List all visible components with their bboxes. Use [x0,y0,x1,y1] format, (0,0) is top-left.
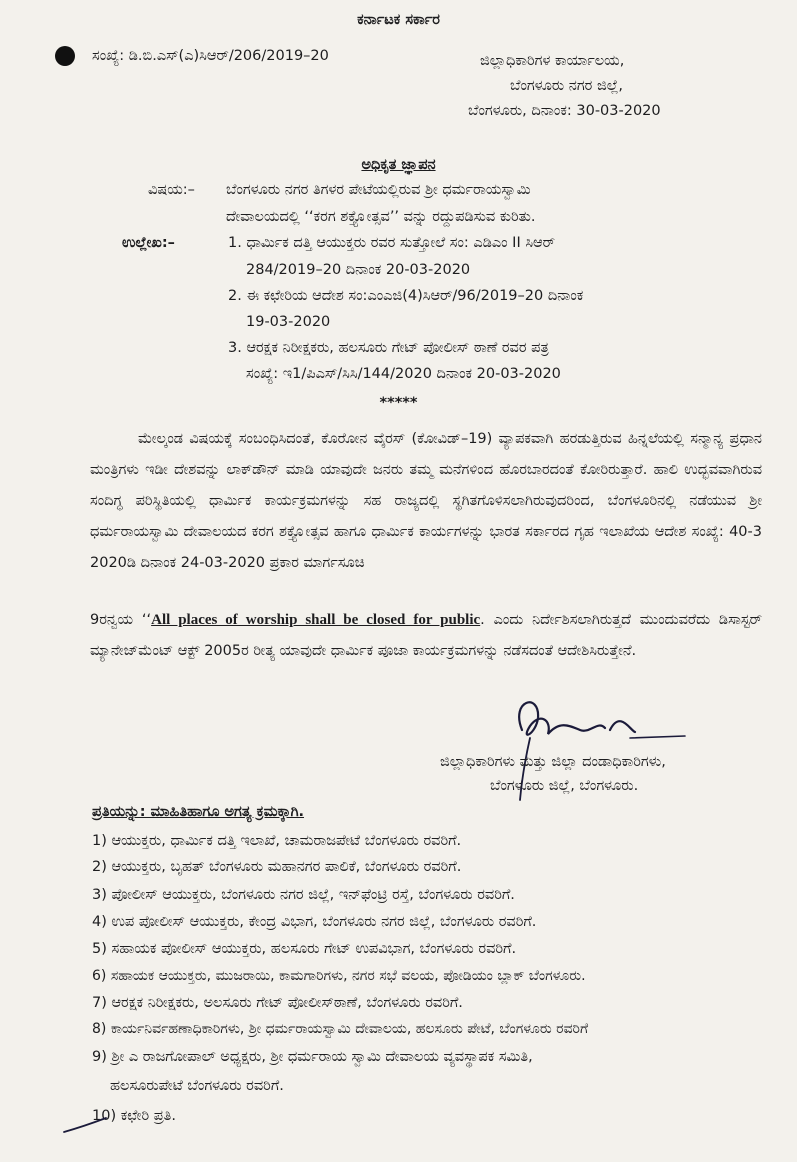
reference-1-line-2: 284/2019–20 ದಿನಾಂಕ 20-03-2020 [246,262,471,278]
copy-item-continued: ಹಲಸೂರುಪೇಟೆ ಬೆಂಗಳೂರು ರವರಿಗೆ. [110,1078,284,1094]
reference-2-line-1: 2. ಈ ಕಛೇರಿಯ ಆದೇಶ ಸಂ:ಎಂಎಜಿ(4)ಸಿಆರ್/96/2019–20 ದಿನಾಂಕ [228,288,584,304]
reference-number: ಸಂಖ್ಯೆ: ಡಿ.ಬಿ.ಎಸ್(ಎ)ಸಿಆರ್/206/2019–20 [92,48,329,64]
office-district: ಬೆಂಗಳೂರು ನಗರ ಜಿಲ್ಲೆ, [510,78,624,94]
paragraph-2-suffix: . ಎಂದು ನಿರ್ದೇಶಿಸಲಾಗಿರುತ್ತದೆ ಮುಂದುವರೆದು ಡಿಸಾಸ್ಟರ್ ಮ್ಯಾನೇಜ್‌ಮೆಂಟ್ ಆಕ್ಟ್ 2005ರ ರೀತ್ಯ ಯಾವುದೇ ಧಾರ್ಮಿಕ ಪೂಜಾ ಕಾರ್ಯಕ್ರಮಗಳನ್ನು ನಡೆಸದಂತೆ ಆದೇಶಿಸಿರುತ್ತೇನೆ. [90,612,763,659]
subject-line-1: ಬೆಂಗಳೂರು ನಗರ ತಿಗಳರ ಪೇಟೆಯಲ್ಲಿರುವ ಶ್ರೀ ಧರ್ಮರಾಯಸ್ವಾಮಿ [226,182,531,198]
copy-item: 10) ಕಛೇರಿ ಪ್ರತಿ. [92,1108,176,1124]
copy-item: 9) ಶ್ರೀ ಎ ರಾಜಗೋಪಾಲ್ ಅಧ್ಯಕ್ಷರು, ಶ್ರೀ ಧರ್ಮರಾಯ ಸ್ವಾಮಿ ದೇವಾಲಯ ವ್ಯವಸ್ಥಾಪಕ ಸಮಿತಿ, [92,1049,533,1065]
reference-3-line-1: 3. ಆರಕ್ಷಕ ನಿರೀಕ್ಷಕರು, ಹಲಸೂರು ಗೇಟ್ ಪೋಲೀಸ್ ಠಾಣೆ ರವರ ಪತ್ರ [228,340,549,356]
copy-item: 3) ಪೋಲೀಸ್ ಆಯುಕ್ತರು, ಬೆಂಗಳೂರು ನಗರ ಜಿಲ್ಲೆ, ಇನ್‌ಫೆಂಟ್ರಿ ರಸ್ತೆ, ಬೆಂಗಳೂರು ರವರಿಗೆ. [92,887,515,903]
office-date: ಬೆಂಗಳೂರು, ದಿನಾಂಕ: 30-03-2020 [468,103,661,119]
signatory-location: ಬೆಂಗಳೂರು ಜಿಲ್ಲೆ, ಬೆಂಗಳೂರು. [490,778,639,794]
copy-item: 5) ಸಹಾಯಕ ಪೋಲೀಸ್ ಆಯುಕ್ತರು, ಹಲಸೂರು ಗೇಟ್ ಉಪವಿಭಾಗ, ಬೆಂಗಳೂರು ರವರಿಗೆ. [92,941,517,957]
english-quote: All places of worship shall be closed for public [151,612,481,628]
reference-1-line-1: 1. ಧಾರ್ಮಿಕ ದತ್ತಿ ಆಯುಕ್ತರು ರವರ ಸುತ್ತೋಲೆ ಸಂ: ಎಡಿಎಂ II ಸಿಆರ್ [228,235,555,251]
punch-hole-mark [55,46,75,66]
subject-label: ವಿಷಯ:– [148,182,195,198]
copy-item: 6) ಸಹಾಯಕ ಆಯುಕ್ತರು, ಮುಜರಾಯಿ, ಕಾಮಗಾರಿಗಳು, ನಗರ ಸಭೆ ವಲಯ, ಪೋಡಿಯಂ ಬ್ಲಾಕ್ ಬೆಂಗಳೂರು. [92,968,586,984]
separator-stars: ***** [379,395,418,411]
copy-item: 2) ಆಯುಕ್ತರು, ಬೃಹತ್ ಬೆಂಗಳೂರು ಮಹಾನಗರ ಪಾಲಿಕೆ, ಬೆಂಗಳೂರು ರವರಿಗೆ. [92,859,462,875]
subject-line-2: ದೇವಾಲಯದಲ್ಲಿ ‘‘ಕರಗ ಶಕ್ತ್ಯೋತ್ಸವ’’ ವನ್ನು ರದ್ದುಪಡಿಸುವ ಕುರಿತು. [226,209,536,225]
reference-3-line-2: ಸಂಖ್ಯೆ: ಇ1/ಪಿಎಸ್/ಸಿಸಿ/144/2020 ದಿನಾಂಕ 20-03-2020 [246,366,561,382]
paragraph-2-prefix: 9ರನ್ವಯ ‘‘ [90,612,152,628]
government-heading: ಕರ್ನಾಟಕ ಸರ್ಕಾರ [357,12,440,28]
copy-item: 1) ಆಯುಕ್ತರು, ಧಾರ್ಮಿಕ ದತ್ತಿ ಇಲಾಖೆ, ಚಾಮರಾಜಪೇಟೆ ಬೆಂಗಳೂರು ರವರಿಗೆ. [92,833,462,849]
copy-item: 8) ಕಾರ್ಯನಿರ್ವಹಣಾಧಿಕಾರಿಗಳು, ಶ್ರೀ ಧರ್ಮರಾಯಸ್ವಾಮಿ ದೇವಾಲಯ, ಹಲಸೂರು ಪೇಟೆ, ಬೆಂಗಳೂರು ರವರಿಗೆ [92,1021,589,1037]
copies-heading: ಪ್ರತಿಯನ್ನು: ಮಾಹಿತಿಹಾಗೂ ಅಗತ್ಯ ಕ್ರಮಕ್ಕಾಗಿ. [92,804,305,820]
document-title: ಅಧಿಕೃತ ಜ್ಞಾಪನ [361,157,436,173]
copy-item: 7) ಆರಕ್ಷಕ ನಿರೀಕ್ಷಕರು, ಅಲಸೂರು ಗೇಟ್ ಪೋಲೀಸ್‌ಠಾಣೆ, ಬೆಂಗಳೂರು ರವರಿಗೆ. [92,995,463,1011]
body-paragraph-2 [90,605,762,667]
reference-2-line-2: 19-03-2020 [246,314,331,330]
copy-item: 4) ಉಪ ಪೋಲೀಸ್ ಆಯುಕ್ತರು, ಕೇಂದ್ರ ವಿಭಾಗ, ಬೆಂಗಳೂರು ನಗರ ಜಿಲ್ಲೆ, ಬೆಂಗಳೂರು ರವರಿಗೆ. [92,914,537,930]
signatory-title: ಜಿಲ್ಲಾಧಿಕಾರಿಗಳು ಮತ್ತು ಜಿಲ್ಲಾ ದಂಡಾಧಿಕಾರಿಗಳು, [440,754,666,770]
references-label: ಉಲ್ಲೇಖ:– [122,235,175,251]
body-paragraph-1: ಮೇಲ್ಕಂಡ ವಿಷಯಕ್ಕೆ ಸಂಬಂಧಿಸಿದಂತೆ, ಕೊರೋನ ವೈರಸ್ (ಕೋವಿಡ್–19) ವ್ಯಾಪಕವಾಗಿ ಹರಡುತ್ತಿರುವ ಹಿನ್ನಲೆಯಲ್ಲಿ ಸನ್ಮಾನ್ಯ ಪ್ರಧಾನ ಮಂತ್ರಿಗಳು ಇಡೀ ದೇಶವನ್ನು ಲಾಕ್‌ಡೌನ್ ಮಾಡಿ ಯಾವುದೇ ಜನರು ತಮ್ಮ ಮನೆಗಳಿಂದ ಹೊರಬಾರದಂತೆ ಕೋರಿರುತ್ತಾರೆ. ಹಾಲಿ ಉದ್ಭವವಾಗಿರುವ ಸಂದಿಗ್ಧ ಪರಿಸ್ಥಿತಿಯಲ್ಲಿ ಧಾರ್ಮಿಕ ಕಾರ್ಯಕ್ರಮಗಳನ್ನು ಸಹ ರಾಜ್ಯದಲ್ಲಿ ಸ್ಥಗಿತಗೊಳಿಸಲಾಗಿರುವುದರಿಂದ, ಬೆಂಗಳೂರಿನಲ್ಲಿ ನಡೆಯುವ ಶ್ರೀ ಧರ್ಮರಾಯಸ್ವಾಮಿ ದೇವಾಲಯದ ಕರಗ ಶಕ್ತ್ಯೋತ್ಸವ ಹಾಗೂ ಧಾರ್ಮಿಕ ಕಾರ್ಯಗಳನ್ನು ಭಾರತ ಸರ್ಕಾರದ ಗೃಹ ಇಲಾಖೆಯ ಆದೇಶ ಸಂಖ್ಯೆ: 40-3 2020ಡಿ ದಿನಾಂಕ 24-03-2020 ಪ್ರಕಾರ ಮಾರ್ಗಸೂಚಿ [90,431,762,571]
pen-stroke-mark [60,1110,120,1140]
office-name: ಜಿಲ್ಲಾಧಿಕಾರಿಗಳ ಕಾರ್ಯಾಲಯ, [480,53,625,69]
